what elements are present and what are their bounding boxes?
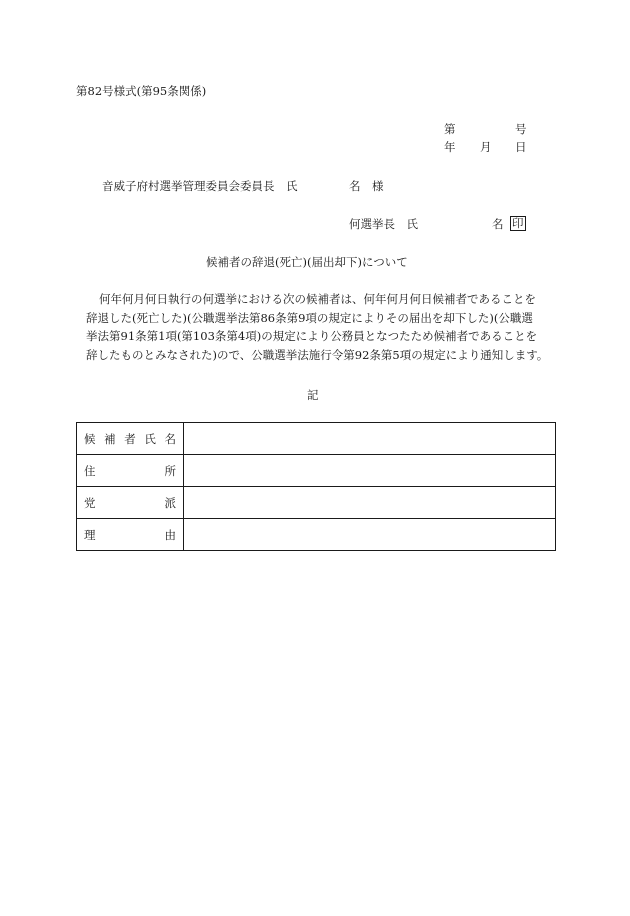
form-number: 第82号様式(第95条関係) [76, 84, 207, 98]
label-char: 党 [84, 495, 96, 510]
record-table [76, 422, 556, 551]
label-char: 住 [84, 463, 96, 478]
sender-name: 名 [492, 217, 504, 231]
label-char: 派 [164, 495, 176, 510]
label-party [77, 487, 184, 519]
label-char: 所 [164, 463, 176, 478]
label-char: 者 [124, 431, 136, 446]
ki-mark: 記 [307, 388, 319, 402]
table-row [77, 487, 556, 519]
label-address [77, 455, 184, 487]
body-line: 何年何月何日執行の何選挙における次の候補者は、何年何月何日候補者であることを [99, 292, 536, 306]
sender: 何選挙長 氏 [349, 217, 418, 231]
body-line: 辞退した(死亡した)(公職選挙法第86条第9項の規定によりその届出を却下した)(公職選 [86, 310, 533, 325]
body-text [86, 290, 554, 364]
label-reason [77, 519, 184, 551]
value-candidate-name[interactable] [184, 423, 556, 455]
label-char: 氏 [144, 431, 156, 446]
label-candidate-name [77, 423, 184, 455]
date-month: 月 [480, 140, 492, 154]
value-reason[interactable] [184, 519, 556, 551]
table-row [77, 423, 556, 455]
addressee-name-mei: 名 [349, 179, 361, 193]
date-day: 日 [515, 140, 527, 154]
addressee: 音威子府村選挙管理委員会委員長 氏 [102, 179, 298, 193]
label-char: 由 [164, 527, 176, 542]
seal-mark [510, 216, 526, 231]
table-row [77, 455, 556, 487]
value-address[interactable] [184, 455, 556, 487]
date-year: 年 [444, 140, 456, 154]
doc-number-go: 号 [515, 122, 527, 136]
label-char: 名 [164, 431, 176, 446]
doc-number-dai: 第 [444, 122, 456, 136]
document-title: 候補者の辞退(死亡)(届出却下)について [206, 255, 408, 269]
seal-text: 印 [512, 216, 524, 230]
label-char: 補 [104, 431, 116, 446]
value-party[interactable] [184, 487, 556, 519]
body-line: 挙法第91条第1項(第103条第4項)の規定により公務員となつたため候補者であることを [86, 329, 538, 343]
label-char: 理 [84, 527, 96, 542]
table-row [77, 519, 556, 551]
addressee-name-sama: 様 [372, 179, 384, 193]
body-line: 辞したものとみなされた)ので、公職選挙法施行令第92条第5項の規定により通知します。 [86, 347, 549, 362]
label-char: 候 [84, 431, 96, 446]
